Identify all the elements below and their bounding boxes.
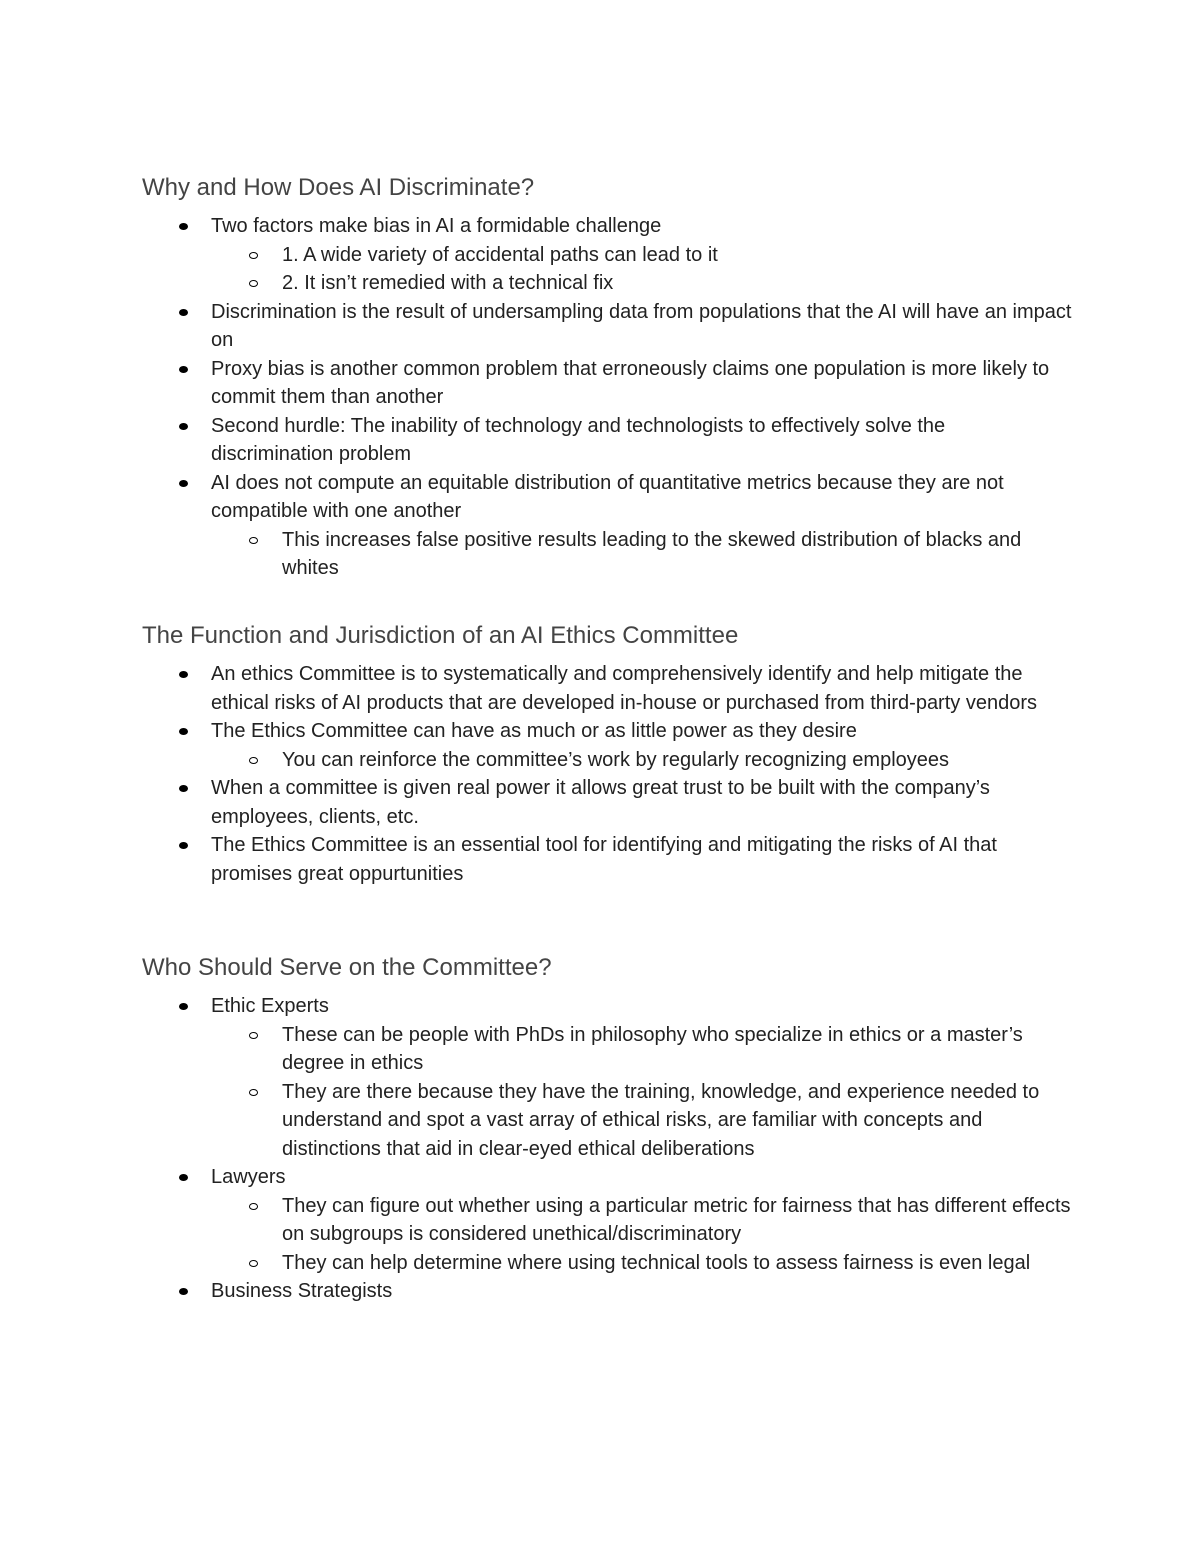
bullet-circle-icon: [249, 537, 258, 544]
bullet-dot-icon: [179, 1003, 188, 1010]
list-item: [142, 298, 1072, 355]
list-item-text: Two factors make bias in AI a formidable challenge: [211, 215, 662, 237]
list-item: [142, 774, 1072, 831]
list-item: [142, 660, 1072, 717]
bullet-dot-icon: [179, 1174, 188, 1181]
list-item: [142, 212, 1072, 298]
list-item: [142, 355, 1072, 412]
section-heading: Who Should Serve on the Committee?: [142, 954, 552, 981]
bullet-dot-icon: [179, 842, 188, 849]
sub-list-item-text: They can help determine where using technical tools to assess fairness is even legal: [282, 1251, 1031, 1274]
list-item-text: Discrimination is the result of undersampling data from populations that the AI will have an impact on: [211, 300, 1072, 351]
list-item: [142, 992, 1072, 1163]
bullet-list: [142, 212, 1072, 583]
sub-list-item-text: These can be people with PhDs in philosophy who specialize in ethics or a master’s degree in ethics: [282, 1023, 1023, 1074]
sub-list-item: [211, 526, 1072, 583]
sub-bullet-list: [211, 746, 1072, 775]
bullet-dot-icon: [179, 728, 188, 735]
section-who-should-serve: [142, 952, 1072, 1306]
list-item: [142, 469, 1072, 583]
bullet-circle-icon: [249, 757, 258, 764]
list-item: [142, 412, 1072, 469]
list-item-text: Second hurdle: The inability of technology and technologists to effectively solve the discrimination problem: [211, 414, 946, 465]
sub-list-item: [211, 1192, 1072, 1249]
bullet-circle-icon: [249, 1089, 258, 1096]
sub-list-item-text: You can reinforce the committee’s work by regularly recognizing employees: [282, 748, 950, 771]
bullet-dot-icon: [179, 423, 188, 430]
sub-list-item-text: They are there because they have the training, knowledge, and experience needed to understand and spot a vast array of ethical risks, are familiar with concepts and distinctions that aid in clear-eyed ethical deliberations: [282, 1080, 1040, 1160]
sub-list-item-text: They can figure out whether using a particular metric for fairness that has different effects on subgroups is considered unethical/discriminatory: [282, 1194, 1071, 1245]
bullet-dot-icon: [179, 366, 188, 373]
list-item: [142, 717, 1072, 774]
sub-list-item-text: 2. It isn’t remedied with a technical fix: [282, 272, 614, 294]
sub-bullet-list: [211, 241, 1072, 298]
bullet-list: [142, 660, 1072, 888]
sub-list-item: [211, 1078, 1072, 1164]
bullet-dot-icon: [179, 785, 188, 792]
section-heading: Why and How Does AI Discriminate?: [142, 174, 535, 201]
bullet-dot-icon: [179, 309, 188, 316]
sub-list-item: [211, 1021, 1072, 1078]
list-item-text: The Ethics Committee can have as much or as little power as they desire: [211, 720, 857, 742]
list-item-text: An ethics Committee is to systematically and comprehensively identify and help mitigate the ethical risks of AI products that are developed in-house or purchased from third-party vendors: [211, 663, 1037, 714]
bullet-dot-icon: [179, 671, 188, 678]
sub-list-item: [211, 746, 1072, 775]
section-why-and-how: [142, 172, 1072, 583]
section-heading: The Function and Jurisdiction of an AI Ethics Committee: [142, 622, 739, 649]
list-item-text: When a committee is given real power it allows great trust to be built with the company’s employees, clients, etc.: [211, 777, 990, 828]
sub-bullet-list: [211, 1192, 1072, 1278]
bullet-dot-icon: [179, 223, 188, 230]
sub-list-item-text: This increases false positive results leading to the skewed distribution of blacks and whites: [282, 528, 1022, 579]
sub-bullet-list: [211, 1021, 1072, 1164]
bullet-circle-icon: [249, 1260, 258, 1267]
sub-list-item-text: 1. A wide variety of accidental paths can lead to it: [282, 243, 718, 266]
list-item-text: Business Strategists: [211, 1280, 393, 1302]
section-function-and-jurisdiction: [142, 620, 1072, 888]
list-item: [142, 831, 1072, 888]
bullet-circle-icon: [249, 252, 258, 259]
sub-list-item: [211, 1249, 1072, 1278]
list-item-text: The Ethics Committee is an essential tool for identifying and mitigating the risks of AI that promises great oppurtunities: [211, 834, 997, 885]
list-item-text: Proxy bias is another common problem that erroneously claims one population is more likely to commit them than another: [211, 357, 1050, 408]
bullet-list: [142, 992, 1072, 1306]
bullet-dot-icon: [179, 1288, 188, 1295]
sub-list-item: [211, 241, 1072, 270]
bullet-circle-icon: [249, 1203, 258, 1210]
bullet-circle-icon: [249, 1032, 258, 1039]
list-item-text: Lawyers: [211, 1166, 286, 1188]
sub-bullet-list: [211, 526, 1072, 583]
list-item-text: Ethic Experts: [211, 995, 329, 1017]
sub-list-item: [211, 269, 1072, 298]
bullet-circle-icon: [249, 280, 258, 287]
list-item: [142, 1163, 1072, 1277]
list-item-text: AI does not compute an equitable distribution of quantitative metrics because they are not compatible with one another: [211, 471, 1004, 522]
bullet-dot-icon: [179, 480, 188, 487]
list-item: [142, 1277, 1072, 1306]
